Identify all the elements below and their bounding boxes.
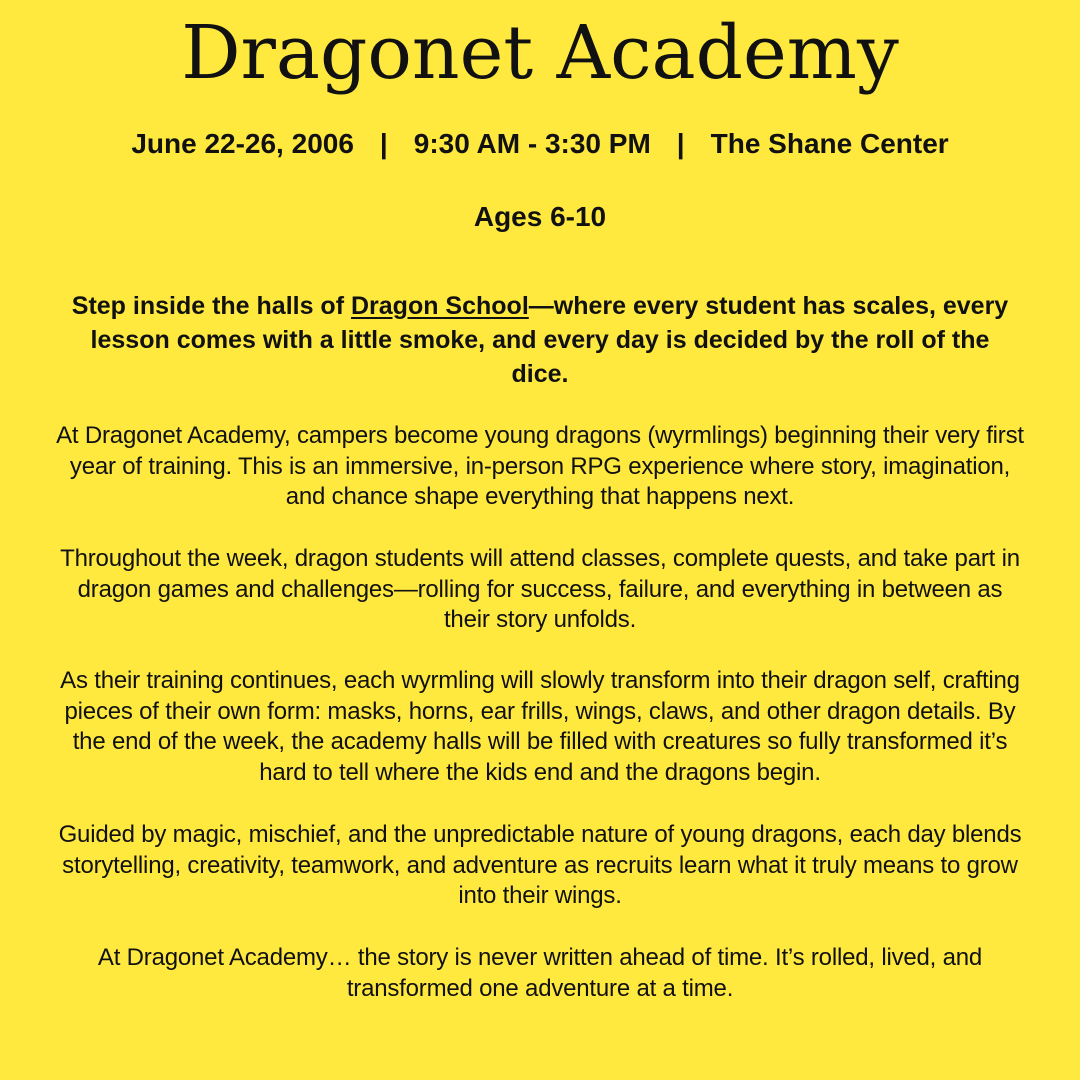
separator: | — [379, 128, 388, 159]
intro-text-end: —where every student has scales, every lesson comes with a little smoke, and every day is decided by the roll of the dice. — [90, 292, 1009, 388]
body-paragraph: Throughout the week, dragon students will attend classes, complete quests, and take part in dragon games and challenges—rolling for success, failure, and everything in between as their story unfolds. — [60, 545, 1020, 634]
event-location: The Shane Center — [710, 128, 949, 159]
age-range: Ages 6-10 — [473, 201, 607, 232]
body-paragraph: As their training continues, each wyrmling will slowly transform into their dragon self, crafting pieces of their own form: masks, horns, ear frills, wings, claws, and other dragon details. By the end of the week, the academy halls will be filled with creatures so fully transformed it’s hard to tell where the kids end and the dragons begin. — [60, 667, 1020, 787]
intro-text-start: Step inside the halls of — [71, 292, 351, 320]
event-time: 9:30 AM - 3:30 PM — [413, 128, 651, 159]
event-details — [0, 124, 1080, 164]
body-paragraph: At Dragonet Academy… the story is never written ahead of time. It’s rolled, lived, and transformed one adventure at a time. — [97, 944, 983, 1002]
body-paragraph: At Dragonet Academy, campers become young dragons (wyrmlings) beginning their very first year of training. This is an immersive, in-person RPG experience where story, imagination, and chance shape everything that happens next. — [56, 422, 1024, 511]
intro-paragraph — [60, 289, 1020, 391]
dragon-school-link[interactable]: Dragon School — [350, 292, 529, 320]
event-dates: June 22-26, 2006 — [131, 128, 354, 159]
separator: | — [676, 128, 685, 159]
page-title: Dragonet Academy — [181, 10, 899, 96]
body-paragraph: Guided by magic, mischief, and the unpredictable nature of young dragons, each day blends storytelling, creativity, teamwork, and adventure as recruits learn what it truly means to grow into their wings. — [58, 821, 1022, 910]
